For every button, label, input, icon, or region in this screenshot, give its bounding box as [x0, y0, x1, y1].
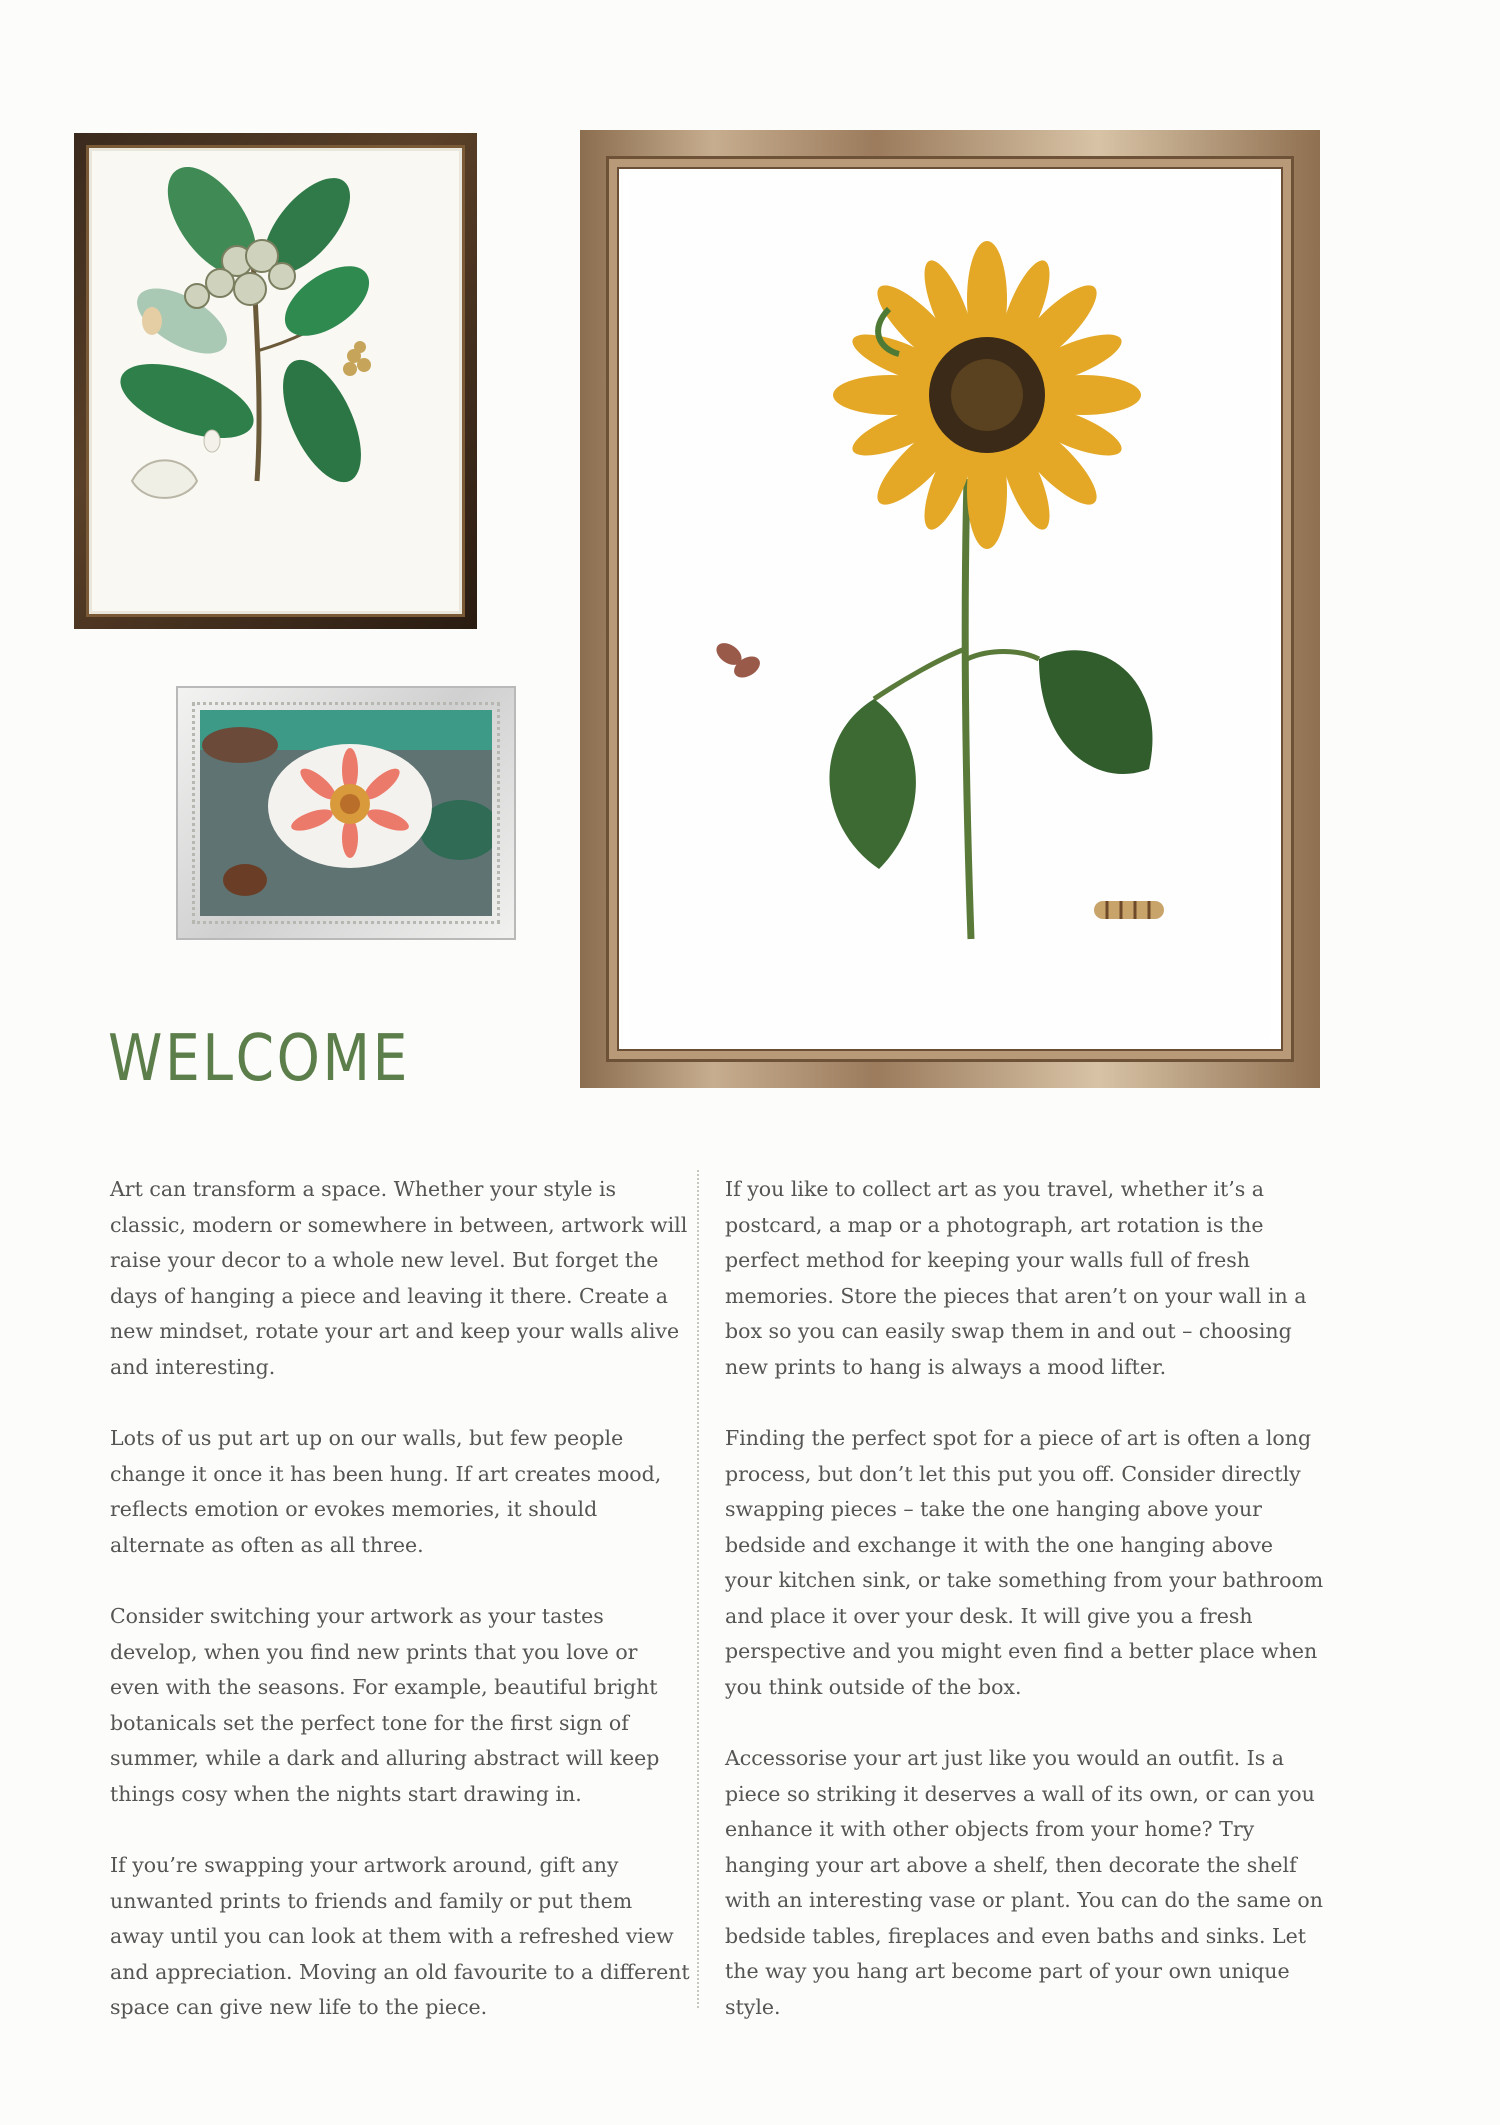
- paragraph: If you’re swapping your artwork around, gift any unwanted prints to friends and family or put them away until you can look at them with a refreshed view and appreciation. Moving an old favourite to a different space can give new life to the piece.: [110, 1853, 690, 2019]
- left-text-column: [110, 1172, 690, 2062]
- page-title: WELCOME: [108, 1022, 410, 1096]
- paragraph: Finding the perfect spot for a piece of art is often a long process, but don’t let this put you off. Consider directly swapping pieces – take the one hanging above your bedside and exchange it with the one hanging above your kitchen sink, or take something from your bathroom and place it over your desk. It will give you a fresh perspective and you might even find a better place when you think outside of the box.: [725, 1426, 1324, 1699]
- column-divider: [697, 1170, 699, 2008]
- paragraph: Art can transform a space. Whether your style is classic, modern or somewhere in between, artwork will raise your decor to a whole new level. But forget the days of hanging a piece and leaving it there. Create a new mindset, rotate your art and keep your walls alive and interesting.: [110, 1177, 688, 1379]
- botanical-leaf-illustration: [92, 151, 423, 575]
- paragraph: If you like to collect art as you travel, whether it’s a postcard, a map or a photograph, art rotation is the perfect method for keeping your walls full of fresh memories. Store the pieces that aren’t on your wall in a box so you can easily swap them in and out – choosing new prints to hang is always a mood lifter.: [725, 1177, 1307, 1379]
- sunflower-frame-lip: [617, 167, 1283, 1051]
- sunflower-frame-inner: [606, 156, 1294, 1062]
- paragraph: Lots of us put art up on our walls, but few people change it once it has been hung. If art creates mood, reflects emotion or evokes memories, it should alternate as often as all three.: [110, 1426, 662, 1557]
- water-lily-print: [200, 710, 492, 916]
- water-lily-frame: [176, 686, 516, 940]
- right-text-column: [725, 1172, 1325, 2061]
- sunflower-frame: [580, 130, 1320, 1088]
- botanical-leaf-print: [92, 151, 459, 611]
- sunflower-illustration: [629, 179, 1269, 1019]
- botanical-leaf-frame: [74, 133, 477, 629]
- paragraph: Accessorise your art just like you would an outfit. Is a piece so striking it deserves a wall of its own, or can you enhance it with other objects from your home? Try hanging your art above a shelf, then decorate the shelf with an interesting vase or plant. You can do the same on bedside tables, fireplaces and even baths and sinks. Let the way you hang art become part of your own unique style.: [725, 1746, 1323, 2019]
- paragraph: Consider switching your artwork as your tastes develop, when you find new prints that you love or even with the seasons. For example, beautiful bright botanicals set the perfect tone for the first sign of summer, while a dark and alluring abstract will keep things cosy when the nights start drawing in.: [110, 1604, 660, 1806]
- sunflower-print: [629, 179, 1271, 1039]
- water-lily-illustration: [200, 710, 492, 916]
